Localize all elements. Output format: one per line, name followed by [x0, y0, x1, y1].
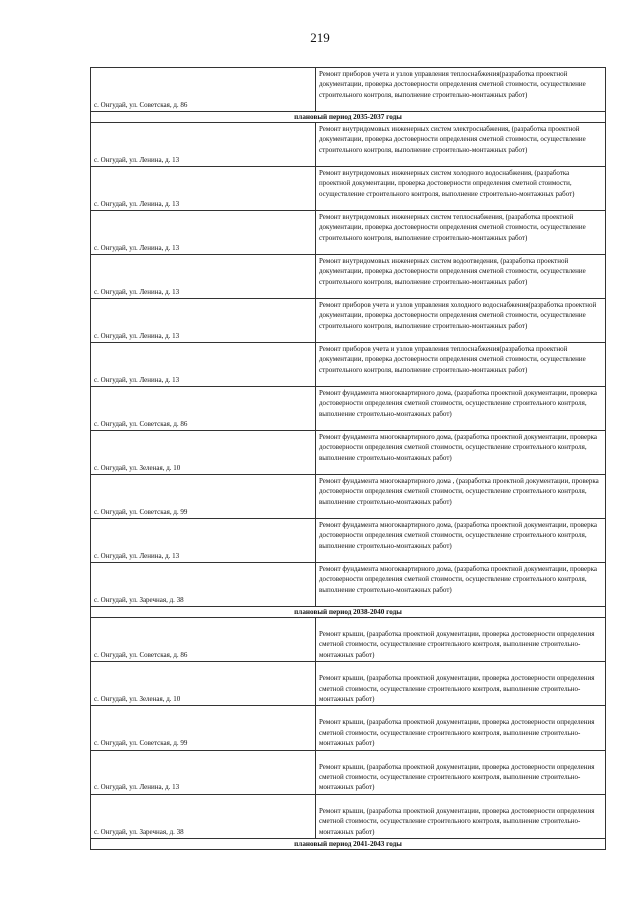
work-cell: Ремонт внутридомовых инженерных систем водоотведения, (разработка проектной документации, проверка достоверности определения сметной стоимости, осуществление строительного контроля, выполнение строительно-монтажных работ): [316, 255, 606, 299]
work-cell: Ремонт фундамента многоквартирного дома, (разработка проектной документации, проверка достоверности определения сметной стоимости, осуществление строительного контроля, выполнение строительно-монтажных работ): [316, 519, 606, 563]
address-cell: с. Онгудай, ул. Ленина, д. 13: [91, 750, 316, 794]
work-cell: Ремонт фундамента многоквартирного дома, (разработка проектной документации, проверка достоверности определения сметной стоимости, осуществление строительного контроля, выполнение строительно-монтажных работ): [316, 563, 606, 607]
work-cell: Ремонт внутридомовых инженерных систем теплоснабжения, (разработка проектной документации, проверка достоверности определения сметной стоимости, осуществление строительного контроля, выполнение строительно-монтажных работ): [316, 211, 606, 255]
work-cell: [316, 662, 606, 706]
work-cell: Ремонт приборов учета и узлов управления теплоснабжения(разработка проектной документации, проверка достоверности определения сметной стоимости, осуществление строительного контроля, выполнение строительно-монтажных работ): [316, 68, 606, 112]
address-cell: с. Онгудай, ул. Советская, д. 86: [91, 387, 316, 431]
work-cell: Ремонт фундамента многоквартирного дома, (разработка проектной документации, проверка достоверности определения сметной стоимости, осуществление строительного контроля, выполнение строительно-монтажных работ): [316, 387, 606, 431]
work-cell: [316, 750, 606, 794]
work-text: Ремонт крыши, (разработка проектной документации, проверка достоверности определения сметной стоимости, осуществление строительного контроля, выполнение строительно-монтажных работ): [319, 762, 595, 792]
address-cell: с. Онгудай, ул. Ленина, д. 13: [91, 343, 316, 387]
work-cell: Ремонт фундамента многоквартирного дома, (разработка проектной документации, проверка достоверности определения сметной стоимости, осуществление строительного контроля, выполнение строительно-монтажных работ): [316, 431, 606, 475]
table-row: [91, 618, 606, 662]
address-cell: с. Онгудай, ул. Ленина, д. 13: [91, 255, 316, 299]
table-row: [91, 68, 606, 112]
work-cell: [316, 706, 606, 750]
address-cell: с. Онгудай, ул. Заречная, д. 38: [91, 563, 316, 607]
work-text: Ремонт крыши, (разработка проектной документации, проверка достоверности определения сметной стоимости, осуществление строительного контроля, выполнение строительно-монтажных работ): [319, 630, 595, 659]
address-cell: с. Онгудай, ул. Заречная, д. 38: [91, 794, 316, 838]
work-cell: Ремонт фундамента многоквартирного дома , (разработка проектной документации, проверка достоверности определения сметной стоимости, осуществление строительного контроля, выполнение строительно-монтажных работ): [316, 475, 606, 519]
address-cell: с. Онгудай, ул. Советская, д. 99: [91, 475, 316, 519]
address-cell: с. Онгудай, ул. Ленина, д. 13: [91, 519, 316, 563]
address-cell: с. Онгудай, ул. Зеленая, д. 10: [91, 662, 316, 706]
table-row: [91, 167, 606, 211]
table-row: [91, 750, 606, 794]
table-row: [91, 706, 606, 750]
table-row: [91, 343, 606, 387]
period-heading: плановый период 2038-2040 годы: [91, 607, 606, 618]
capital-repair-table: [90, 67, 606, 850]
period-heading: плановый период 2035-2037 годы: [91, 112, 606, 123]
table-row: [91, 255, 606, 299]
period-heading: плановый период 2041-2043 годы: [91, 839, 606, 850]
table-row: [91, 519, 606, 563]
address-cell: с. Онгудай, ул. Ленина, д. 13: [91, 167, 316, 211]
table-row: [91, 794, 606, 838]
period-row: [91, 839, 606, 850]
period-row: [91, 112, 606, 123]
work-cell: [316, 794, 606, 838]
table-row: [91, 563, 606, 607]
address-cell: с. Онгудай, ул. Советская, д. 86: [91, 618, 316, 662]
table-row: [91, 299, 606, 343]
table-row: [91, 662, 606, 706]
work-cell: Ремонт внутридомовых инженерных систем холодного водоснабжения, (разработка проектной документации, проверка достоверности определения сметной стоимости, осуществление строительного контроля, выполнение строительно-монтажных работ): [316, 167, 606, 211]
work-text: Ремонт крыши, (разработка проектной документации, проверка достоверности определения сметной стоимости, осуществление строительного контроля, выполнение строительно-монтажных работ): [319, 674, 595, 704]
work-text: Ремонт крыши, (разработка проектной документации, проверка достоверности определения сметной стоимости, осуществление строительного контроля, выполнение строительно-монтажных работ): [319, 806, 595, 836]
work-cell: Ремонт приборов учета и узлов управления холодного водоснабжения(разработка проектной документации, проверка достоверности определения сметной стоимости, осуществление строительного контроля, выполнение строительно-монтажных работ): [316, 299, 606, 343]
address-cell: с. Онгудай, ул. Ленина, д. 13: [91, 299, 316, 343]
table-row: [91, 123, 606, 167]
period-row: [91, 607, 606, 618]
work-text: Ремонт крыши, (разработка проектной документации, проверка достоверности определения сметной стоимости, осуществление строительного контроля, выполнение строительно-монтажных работ): [319, 718, 595, 748]
table-row: [91, 475, 606, 519]
table-row: [91, 387, 606, 431]
table-row: [91, 211, 606, 255]
address-cell: с. Онгудай, ул. Ленина, д. 13: [91, 211, 316, 255]
address-cell: с. Онгудай, ул. Советская, д. 99: [91, 706, 316, 750]
address-cell: с. Онгудай, ул. Советская, д. 86: [91, 68, 316, 112]
work-cell: Ремонт внутридомовых инженерных систем электроснабжения, (разработка проектной документации, проверка достоверности определения сметной стоимости, осуществление строительного контроля, выполнение строительно-монтажных работ): [316, 123, 606, 167]
work-cell: Ремонт приборов учета и узлов управления теплоснабжения(разработка проектной документации, проверка достоверности определения сметной стоимости, осуществление строительного контроля, выполнение строительно-монтажных работ): [316, 343, 606, 387]
table-row: [91, 431, 606, 475]
address-cell: с. Онгудай, ул. Ленина, д. 13: [91, 123, 316, 167]
address-cell: с. Онгудай, ул. Зеленая, д. 10: [91, 431, 316, 475]
page-number: 219: [310, 30, 330, 45]
work-cell: [316, 618, 606, 662]
